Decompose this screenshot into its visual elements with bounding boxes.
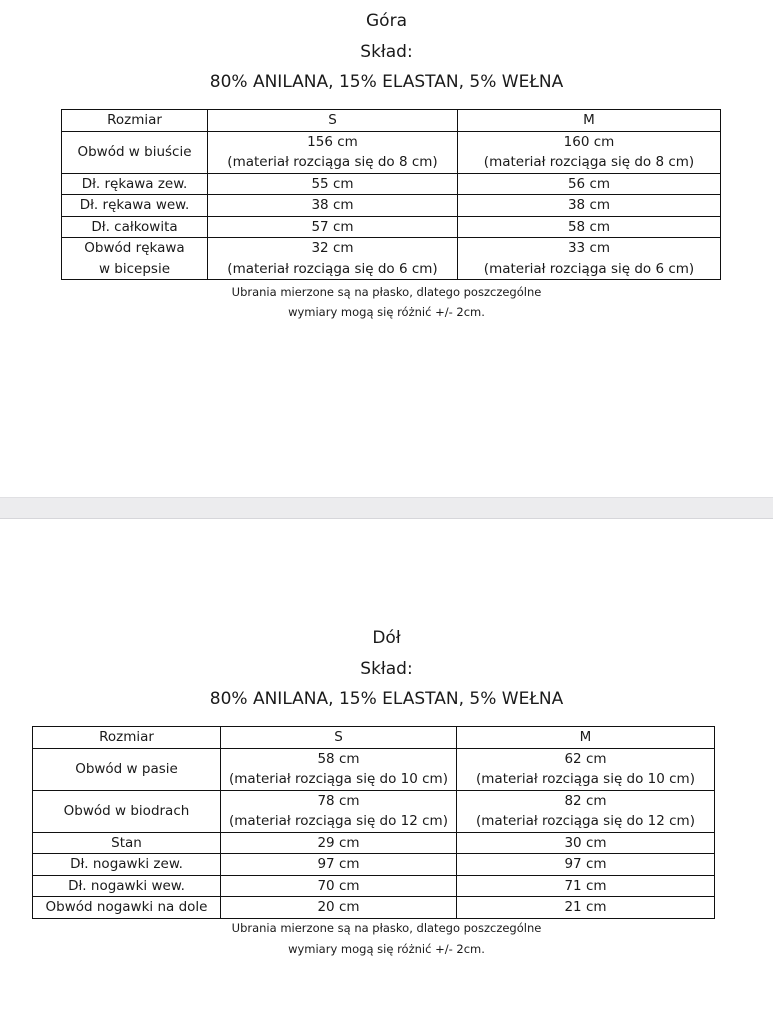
measurement-label [33,875,221,897]
cell-line: (materiał rozciąga się do 8 cm) [483,154,695,170]
size-s-value [221,854,457,876]
cell-line: 97 cm [564,856,607,872]
table-row [33,854,715,876]
cell-line: 78 cm [317,792,360,809]
size-m-value [457,854,715,876]
cell-line: 29 cm [317,834,360,851]
column-header: Rozmiar [33,727,221,749]
table-row [62,131,721,173]
size-table [61,109,721,280]
cell-line: 82 cm [564,792,607,809]
size-s-value [208,195,458,217]
measurement-label [33,854,221,876]
cell-line: 62 cm [564,750,607,767]
size-m-value [457,875,715,897]
size-s-value [208,173,458,195]
page-divider [0,497,773,519]
cell-line: Obwód w biodrach [63,802,190,819]
measurement-label [33,748,221,790]
size-s-value [221,832,457,854]
cell-line: (materiał rozciąga się do 6 cm) [227,260,438,277]
cell-line: (materiał rozciąga się do 12 cm) [229,813,448,829]
size-m-value [458,131,721,173]
column-header: Rozmiar [62,110,208,132]
cell-line: 38 cm [311,197,354,213]
table-header-row [33,727,715,749]
cell-line: (materiał rozciąga się do 8 cm) [227,154,438,170]
size-m-value [457,748,715,790]
table-row [62,195,721,217]
cell-line: 97 cm [317,856,360,872]
table-row [33,897,715,919]
size-m-value [458,173,721,195]
measurement-note: wymiary mogą się różnić +/- 2cm. [288,305,485,319]
measurement-label [33,832,221,854]
cell-line: 30 cm [564,834,607,851]
page-top-garment [0,0,773,497]
section-title: Góra [366,11,407,31]
measurement-label [62,131,208,173]
size-s-value [208,131,458,173]
measurement-label [62,195,208,217]
cell-line: Dł. całkowita [91,218,178,235]
cell-line: (materiał rozciąga się do 12 cm) [476,813,695,829]
table-row [62,216,721,238]
table-header-row [62,110,721,132]
size-s-value [208,238,458,280]
cell-line: 33 cm [567,240,611,256]
cell-line: 55 cm [311,175,354,192]
section-title: Dół [372,628,401,648]
size-s-value [221,897,457,919]
table-row [33,748,715,790]
cell-line: 56 cm [567,175,611,192]
cell-line: 58 cm [567,218,611,235]
table-row [62,173,721,195]
size-table [32,726,715,919]
table-row [62,238,721,280]
cell-line: Dł. rękawa wew. [79,197,190,213]
cell-line: Stan [111,834,142,851]
cell-line: 21 cm [564,899,607,915]
cell-line: 70 cm [317,877,360,894]
composition-text: 80% ANILANA, 15% ELASTAN, 5% WEŁNA [209,689,564,709]
page-bottom-garment [0,519,773,1024]
composition-label: Skład: [360,42,413,62]
size-m-value [458,216,721,238]
cell-line: 58 cm [317,750,360,767]
size-s-value [221,875,457,897]
size-m-value [458,238,721,280]
size-m-value [457,790,715,832]
size-s-value [221,748,457,790]
size-s-value [221,790,457,832]
measurement-label [33,790,221,832]
cell-line: Dł. nogawki zew. [70,856,183,872]
measurement-label [62,238,208,280]
size-s-value [208,216,458,238]
column-header: S [208,110,458,132]
cell-line: Dł. nogawki wew. [68,877,185,894]
measurement-note: Ubrania mierzone są na płasko, dlatego poszczególne [231,921,542,935]
size-m-value [458,195,721,217]
composition-text: 80% ANILANA, 15% ELASTAN, 5% WEŁNA [209,72,564,92]
cell-line: 160 cm [563,133,615,150]
composition-label: Skład: [360,659,413,679]
cell-line: w bicepsie [98,260,171,277]
measurement-note: Ubrania mierzone są na płasko, dlatego poszczególne [231,285,542,299]
table-row [33,875,715,897]
cell-line: 20 cm [317,899,360,915]
measurement-label [62,216,208,238]
cell-line: Obwód w pasie [75,760,178,777]
table-row [33,832,715,854]
cell-line: 57 cm [311,218,354,235]
cell-line: 156 cm [307,133,358,150]
cell-line: (materiał rozciąga się do 10 cm) [476,771,695,787]
table-row [33,790,715,832]
cell-line: Obwód nogawki na dole [45,899,208,915]
cell-line: 38 cm [567,197,611,213]
measurement-label [33,897,221,919]
column-header: M [457,727,715,749]
column-header: M [458,110,721,132]
cell-line: 71 cm [564,877,607,894]
measurement-label [62,173,208,195]
cell-line: 32 cm [311,240,354,256]
measurement-note: wymiary mogą się różnić +/- 2cm. [288,942,485,956]
size-m-value [457,832,715,854]
cell-line: Dł. rękawa zew. [81,175,188,192]
cell-line: Obwód rękawa [84,240,185,256]
cell-line: (materiał rozciąga się do 6 cm) [483,260,695,277]
size-m-value [457,897,715,919]
column-header: S [221,727,457,749]
cell-line: (materiał rozciąga się do 10 cm) [229,771,448,787]
cell-line: Obwód w biuście [77,143,192,160]
